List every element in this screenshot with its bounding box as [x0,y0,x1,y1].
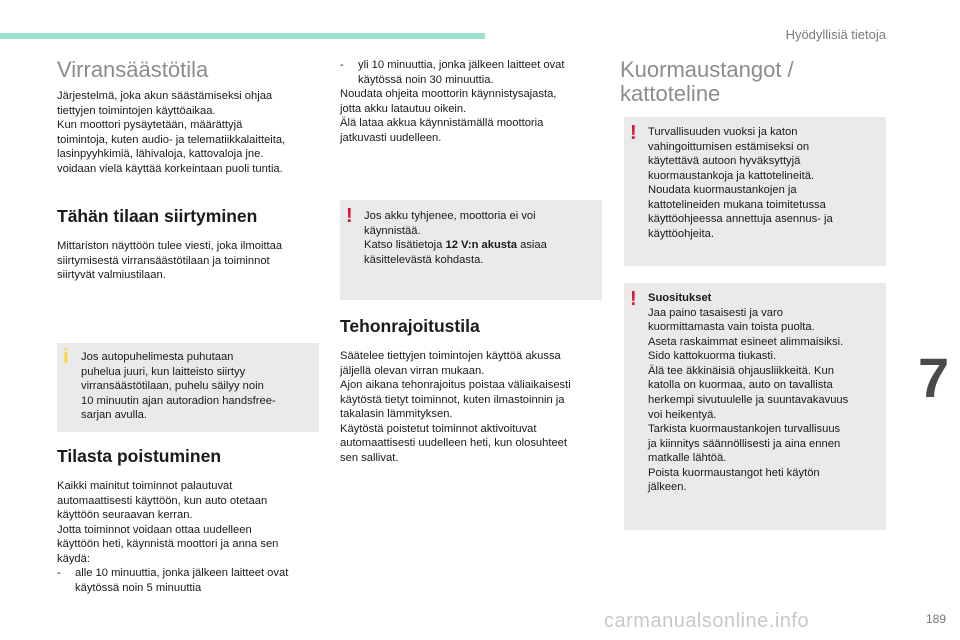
warning-icon: ! [346,205,353,227]
warning-reference-link: 12 V:n akusta [445,239,517,252]
info-box-text: Jos autopuhelimesta puhutaan puhelua juuri, kun laitteisto siirtyy virransäästötilaan, puhelu säilyy noin 10 minuutin ajan autoradion handsfree- sarjan avulla. [81,351,276,422]
warning-icon: ! [630,288,637,310]
chapter-number: 7 [918,346,950,409]
heading-power-limit: Tehonrajoitustila [340,316,480,336]
page-number: 189 [925,612,946,626]
warning-box-roof-bars [624,117,886,266]
title-virransaastotila: Virransäästötila [57,57,209,82]
warning-box-battery [340,200,602,300]
title-roof-bars: Kuormaustangot / kattoteline [620,57,794,107]
entering-mode-paragraph: Mittariston näyttöön tulee viesti, joka ilmoittaa siirtymisestä virransäästötilaan ja toiminnot siirtyvät valmiustilaan. [57,240,283,282]
info-box [57,343,319,432]
power-limit-text [340,349,602,466]
exiting-mode-text [57,479,319,596]
list-dash: - [57,567,61,580]
warning-reference-suffix: asiaa käsittelevästä kohdasta. [364,239,547,266]
charging-paragraph: Noudata ohjeita moottorin käynnistysajasta, jotta akku latautuu oikein. Älä lataa akkua käynnistämällä moottoria jatkuvasti uudelleen. [340,88,557,144]
section-header: Hyödyllisiä tietoja [785,27,886,42]
warning-reference-prefix: Katso lisätietoja [364,239,446,252]
list-item [57,566,319,595]
heading-entering-mode: Tähän tilaan siirtyminen [57,206,258,226]
middle-intro [340,58,602,145]
list-dash: - [340,59,344,71]
warning-box-text [364,209,594,267]
list-item [340,58,602,87]
recommendations-text [648,291,878,495]
warning-line: Jos akku tyhjenee, moottoria ei voi käynnistää. [364,210,536,237]
intro-paragraph: Järjestelmä, joka akun säästämiseksi ohjaa tiettyjen toimintojen käyttöaikaa. Kun moottori pysäytetään, määrättyjä toimintoja, kuten audio- ja telematiikkalaitteita, lasinpyyhkimiä, lähivaloja, kattovaloja jne. voidaan vielä käyttää korkeintaan puoli tuntia. [57,90,286,175]
recommendations-title: Suositukset [648,292,712,304]
recommendations-paragraph: Jaa paino tasaisesti ja varo kuormittamasta vain toista puolta. Aseta raskaimmat esineet alimmaisiksi. Sido kattokuorma tiukasti. Älä tee äkkinäisiä ohjausliikkeitä. Kun katolla on kuormaa, auto on tavallista herkempi sivutuulelle ja suuntavakavuus voi heikentyä. Tarkista kuormaustankojen turvallisuus ja kiinnitys säännöllisesti ja aina ennen matkalle lähtöä. Poista kuormaustangot heti käytön jälkeen. [648,306,849,494]
intro-text [57,89,319,176]
heading-exiting-mode: Tilasta poistuminen [57,446,222,466]
warning-icon: ! [630,122,637,144]
entering-mode-text [57,239,319,283]
exiting-mode-paragraph: Kaikki mainitut toiminnot palautuvat automaattisesti käyttöön, kun auto otetaan käyttöön seuraavan kerran. Jotta toiminnot voidaan ottaa uudelleen käyttöön heti, käynnistä moottori ja anna sen käydä: [57,480,279,565]
list-item-text: yli 10 minuuttia, jonka jälkeen laitteet ovat käytössä noin 30 minuuttia. [358,59,565,86]
list-item-text: alle 10 minuuttia, jonka jälkeen laitteet ovat käytössä noin 5 minuuttia [75,567,289,594]
header-accent-bar [0,33,485,39]
warning-box-text: Turvallisuuden vuoksi ja katon vahingoittumisen estämiseksi on käytettävä autoon hyväksyttyjä kuormaustankoja ja kattotelineitä. Noudata kuormaustankojen ja kattotelineiden mukana toimitetussa käyttöohjeessa annettuja asennus- ja käyttöohjeita. [648,126,833,240]
watermark: carmanualsonline.info [604,610,810,632]
warning-box-recommendations [624,283,886,530]
info-icon: i [63,346,69,368]
warning-reference [364,238,594,267]
power-limit-paragraph: Säätelee tiettyjen toimintojen käyttöä akussa jäljellä olevan virran mukaan. Ajon aikana tehonrajoitus poistaa väliaikaisesti käytöstä tietyt toiminnot, kuten ilmastoinnin ja takalasin lämmityksen. Käytöstä poistetut toiminnot aktivoituvat automaattisesti uudelleen heti, kun olosuhteet sen sallivat. [340,350,571,464]
